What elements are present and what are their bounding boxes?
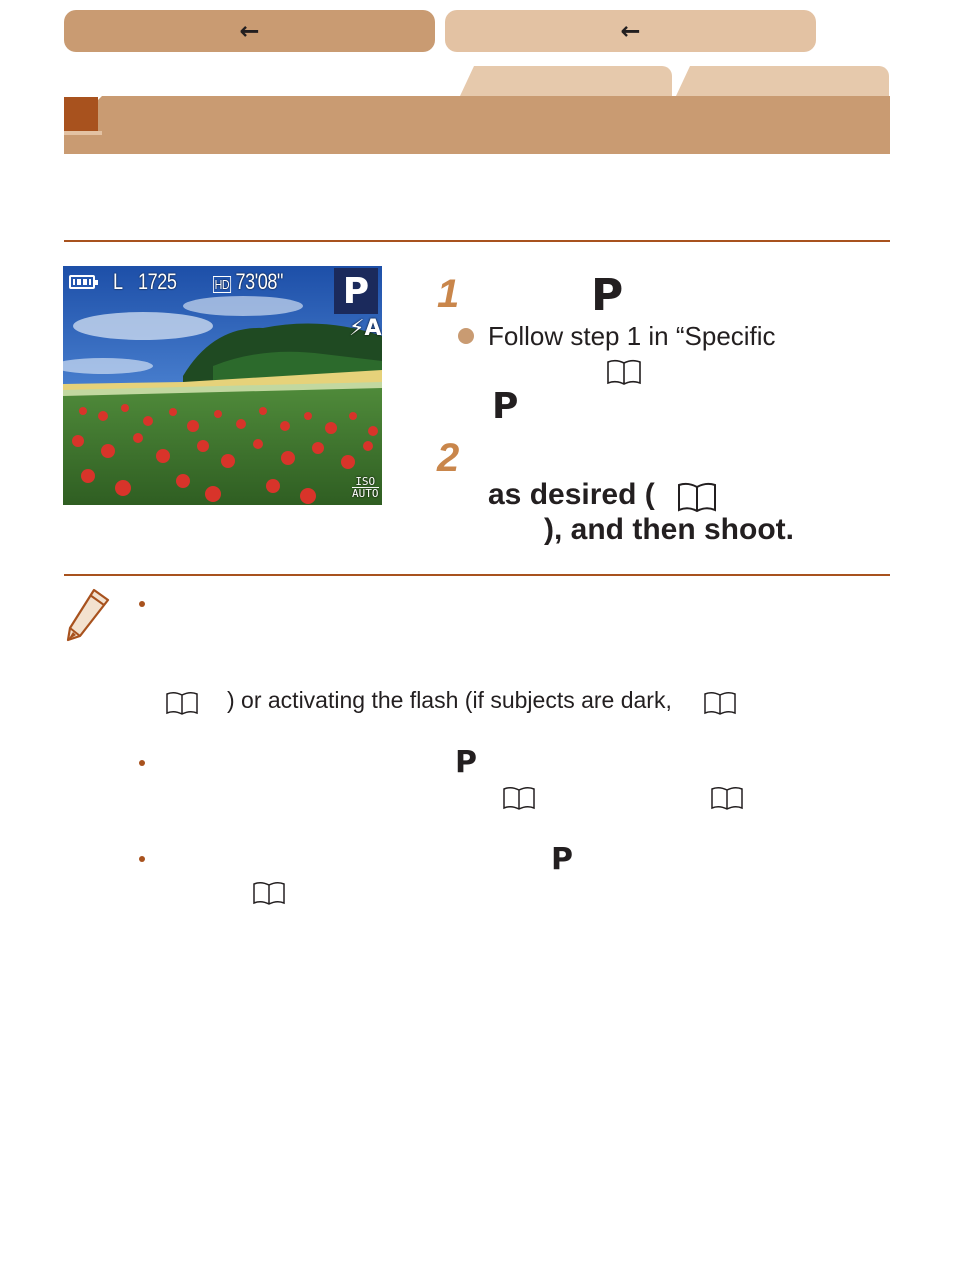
nav-back-button-1[interactable]: [64, 10, 435, 52]
page-reference-book-icon[interactable]: [677, 481, 717, 513]
pencil-icon: [64, 586, 114, 649]
note-2-mode-icon: P: [455, 745, 477, 780]
iso-label: ISO: [352, 476, 379, 488]
recording-time-value: 73'08": [235, 269, 283, 294]
page-reference-book-icon[interactable]: [703, 690, 737, 716]
note-1-text-flash: ) or activating the flash (if subjects are dark,: [227, 687, 672, 713]
iso-auto-icon: [352, 476, 379, 499]
left-arrow-icon: ←: [620, 17, 641, 45]
section-marker-shadow: [64, 131, 102, 135]
note-bullet-1: [139, 601, 145, 607]
section-marker-square: [64, 97, 98, 131]
shooting-mode-indicator: P: [334, 268, 378, 314]
page-reference-book-icon[interactable]: [252, 880, 286, 906]
note-bullet-2: [139, 760, 145, 766]
step-2-text-line-2: ), and then shoot.: [544, 513, 794, 546]
step-1-bullet: [458, 328, 474, 344]
iso-auto-label: AUTO: [352, 487, 379, 500]
left-arrow-icon: ←: [239, 17, 260, 45]
step-1-bullet-mode-icon: P: [492, 386, 519, 427]
section-divider-bottom: [64, 574, 890, 576]
section-divider-top: [64, 240, 890, 242]
flash-auto-icon: ⚡A: [349, 316, 382, 341]
step-2-number: 2: [437, 436, 460, 480]
section-heading-band: [64, 96, 890, 154]
movie-quality-icon: HD: [214, 277, 230, 292]
recording-time-indicator: [213, 269, 283, 295]
page-reference-book-icon[interactable]: [502, 785, 536, 811]
step-1-number: 1: [437, 272, 460, 316]
chapter-tab-2[interactable]: [676, 66, 889, 96]
nav-back-button-2[interactable]: [445, 10, 816, 52]
shots-remaining-indicator: 1725: [138, 269, 177, 294]
page-reference-book-icon[interactable]: [606, 358, 642, 386]
note-3-mode-icon: P: [551, 842, 573, 877]
battery-icon: [69, 275, 95, 289]
chapter-tab-1[interactable]: [460, 66, 672, 96]
camera-screen-illustration: [63, 266, 382, 505]
note-bullet-3: [139, 856, 145, 862]
step-2-text-line-1: as desired (: [488, 478, 655, 511]
page-reference-book-icon[interactable]: [710, 785, 744, 811]
page-reference-book-icon[interactable]: [165, 690, 199, 716]
image-quality-indicator: L: [113, 269, 123, 294]
step-1-bullet-text: Follow step 1 in “Specific: [488, 321, 776, 351]
step-1-mode-icon: P: [591, 270, 624, 321]
